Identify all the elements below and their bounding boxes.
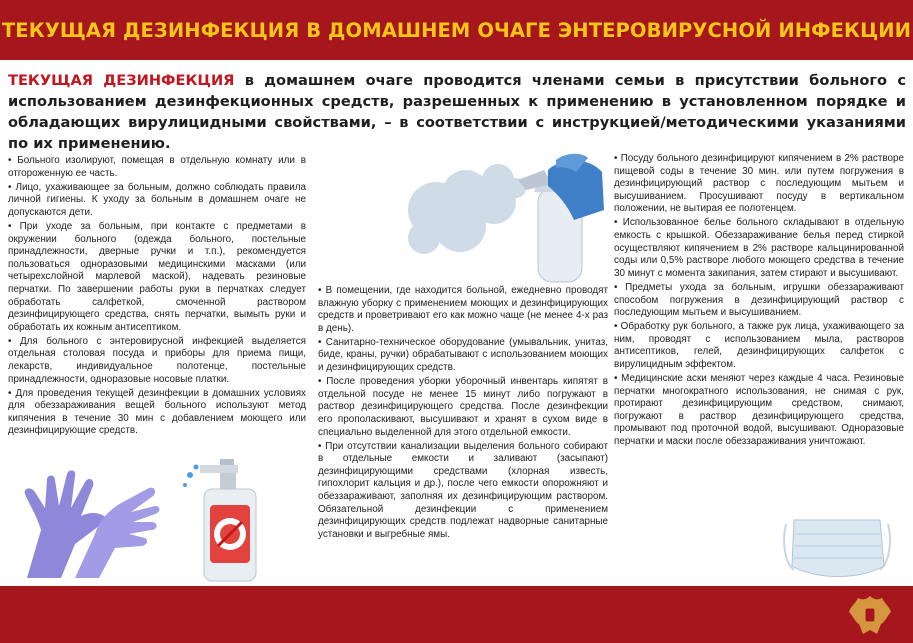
column-left: [8, 155, 306, 440]
sanitizer-dispenser-illustration: [180, 455, 280, 583]
list-item: • Предметы ухода за больным, игрушки обеззараживают способом погружения в дезинфицирующий раствор с последующим мытьем и высушиванием.: [614, 281, 904, 319]
list-item: • В помещении, где находится больной, ежедневно проводят влажную уборку с применением моющих и дезинфицирующих средств и проветривают его как можно чаще (не менее 4-х раз в день).: [318, 285, 608, 334]
list-item: • Лицо, ухаживающее за больным, должно соблюдать правила личной гигиены. К уходу за больным в домашнем очаге не допускаются дети.: [8, 181, 306, 218]
spray-bottle-illustration: [398, 150, 608, 285]
list-item: • При отсутствии канализации выделения больного собирают в отдельные емкости и заливают (засыпают) дезинфицирующими средствами (хлорная известь, гипохлорит кальция и др.), после чего емкости опорожняют и обеззараживают, заполняя их дезинфицирующим раствором. Обязательной дезинфекции с применением дезинфицирующих средств подлежат надворные санитарные установки и выгребные ямы.: [318, 440, 608, 540]
gloves-illustration: [15, 460, 165, 580]
face-mask-illustration: [780, 510, 895, 586]
list-item: • Санитарно-техническое оборудование (умывальник, унитаз, биде, краны, ручки) обрабатывают с использованием моющих и дезинфицирующих средств.: [318, 336, 608, 374]
list-item: • Для больного с энтеровирусной инфекцией выделяется отдельная столовая посуда и приборы для приема пищи, лекарств, индивидуальное полотенце, постельные принадлежности, одноразовые носовые платки.: [8, 335, 306, 385]
emblem-icon: [847, 592, 893, 638]
intro-highlight: ТЕКУЩАЯ ДЕЗИНФЕКЦИЯ: [8, 72, 235, 89]
intro-paragraph: [8, 70, 906, 154]
column-right: [614, 153, 904, 450]
intro-text: в домашнем очаге проводится членами семьи в присутствии больного с использованием дезинфекционных средств, разрешенных к применению в установленном порядке и обладающих вирулицидными свойствами, – в соответствии с инструкцией/методическими указаниями по их применению.: [8, 72, 907, 152]
page-title: ТЕКУЩАЯ ДЕЗИНФЕКЦИЯ В ДОМАШНЕМ ОЧАГЕ ЭНТЕРОВИРУСНОЙ ИНФЕКЦИИ: [1, 18, 912, 42]
list-item: • После проведения уборки уборочный инвентарь кипятят в отдельной посуде не менее 15 минут либо погружают в раствор дезинфицирующего средства. После дезинфекции его прополаскивают, высушивают и хранят в сухом виде в специально выделенной для этого отдельной емкости.: [318, 376, 608, 438]
header-banner: [0, 0, 913, 60]
list-item: • Больного изолируют, помещая в отдельную комнату или в отгороженную ее часть.: [8, 155, 306, 179]
list-item: • Для проведения текущей дезинфекции в домашних условиях для обеззараживания вещей больного используют метод кипячения в течение 30 мин с добавлением моющего или дезинфицирующие средств.: [8, 387, 306, 437]
list-item: • Медицинские аски меняют через каждые 4 часа. Резиновые перчатки многократного использования, не снимая с рук, протирают дезинфицирующим средством, снимают, погружают в раствор дезинфицирующего средства, промывают под проточной водой, высушивают. Одноразовые перчатки и маски после обеззараживания уничтожают.: [614, 373, 904, 448]
list-item: • Обработку рук больного, а также рук лица, ухаживающего за ним, проводят с использованием мыла, растворов антисептиков, гелей, дезинфицирующих салфеток с вирулицидным эффектом.: [614, 321, 904, 370]
list-item: • Посуду больного дезинфицируют кипячением в 2% растворе пищевой соды в течение 30 мин. или путем погружения в дезинфицирующий раствор с последующим мытьем и высушиванием. Просушивают посуду в вертикальном положении, не вытирая ее полотенцем.: [614, 153, 904, 215]
footer-banner: [0, 586, 913, 643]
column-middle: [318, 285, 608, 543]
list-item: • Использованное белье больного складывают в отдельную емкость с крышкой. Обеззараживание белья перед стиркой осуществляют кипячением в 2% растворе кальцинированной соды или 0,5% растворе любого моющего средства в течение 30 минут с момента закипания, затем стирают и высушивают.: [614, 217, 904, 279]
list-item: • При уходе за больным, при контакте с предметами в окружении больного (одежда больного, постельные принадлежности, дверные ручки и т.п.), рекомендуется пользоваться одноразовыми медицинскими масками (или четырехслойной марлевой маской), надевать резиновые перчатки. По завершении работы руки в перчатках следует обработать салфеткой, смоченной раствором дезинфицирующего средства, снять перчатки, вымыть руки и обработать их кожным антисептиком.: [8, 220, 306, 333]
